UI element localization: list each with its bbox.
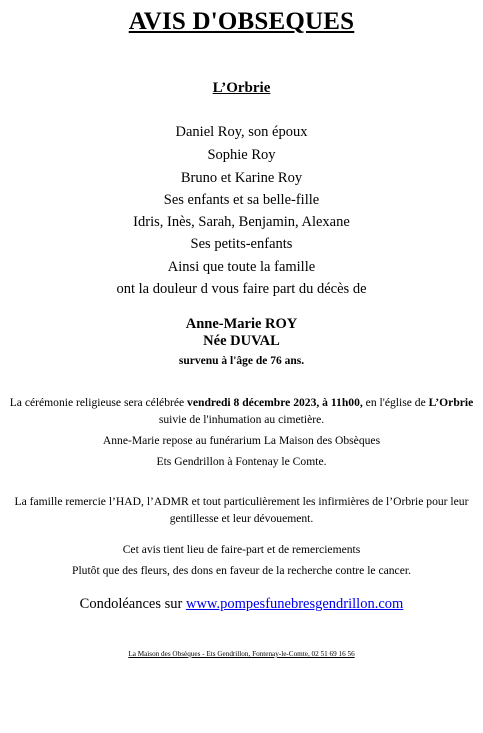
- ceremony-suffix: suivie de l'inhumation au cimetière.: [158, 413, 325, 426]
- maiden-name: Née DUVAL: [203, 333, 280, 349]
- ceremony-prefix: La cérémonie religieuse sera célébrée: [9, 396, 188, 409]
- rest-line: Anne-Marie repose au funérarium La Maison des Obsèques: [102, 434, 381, 447]
- closing-line: Cet avis tient lieu de faire-part et de remerciements: [122, 543, 361, 556]
- family-line: ont la douleur d vous faire part du décès de: [116, 281, 367, 297]
- deceased-name: Anne-Marie ROY: [185, 316, 298, 332]
- family-line: Ses enfants et sa belle-fille: [163, 192, 320, 208]
- notice-title: AVIS D'OBSEQUES: [128, 8, 355, 35]
- family-line: Sophie Roy: [207, 147, 276, 163]
- family-line: Bruno et Karine Roy: [180, 170, 303, 186]
- condolences-line: [0, 596, 483, 613]
- place-heading: L’Orbrie: [212, 80, 271, 96]
- family-line: Idris, Inès, Sarah, Benjamin, Alexane: [133, 214, 350, 230]
- ceremony-date: vendredi 8 décembre 2023, à 11h00,: [187, 396, 363, 409]
- condolences-label: Condoléances sur: [79, 596, 186, 612]
- thanks-paragraph: La famille remercie l’HAD, l’ADMR et tout particulièrement les infirmières de l’Orbrie pour leur gentillesse et leur dévouement.: [14, 495, 469, 525]
- condolences-link[interactable]: www.pompesfunebresgendrillon.com: [185, 596, 404, 612]
- family-line: Ses petits-enfants: [190, 236, 293, 252]
- ceremony-middle: en l'église de: [362, 396, 429, 409]
- age-line: survenu à l'âge de 76 ans.: [178, 355, 305, 367]
- closing-line: Plutôt que des fleurs, des dons en faveur de la recherche contre le cancer.: [72, 564, 411, 577]
- footer-line: La Maison des Obsèques - Ets Gendrillon, Fontenay-le-Comte, 02 51 69 16 56: [128, 650, 355, 658]
- rest-line: Ets Gendrillon à Fontenay le Comte.: [156, 455, 327, 468]
- family-line: Ainsi que toute la famille: [167, 259, 316, 275]
- ceremony-church: L’Orbrie: [428, 396, 474, 409]
- ceremony-paragraph: [4, 394, 479, 428]
- family-line: Daniel Roy, son époux: [175, 124, 308, 140]
